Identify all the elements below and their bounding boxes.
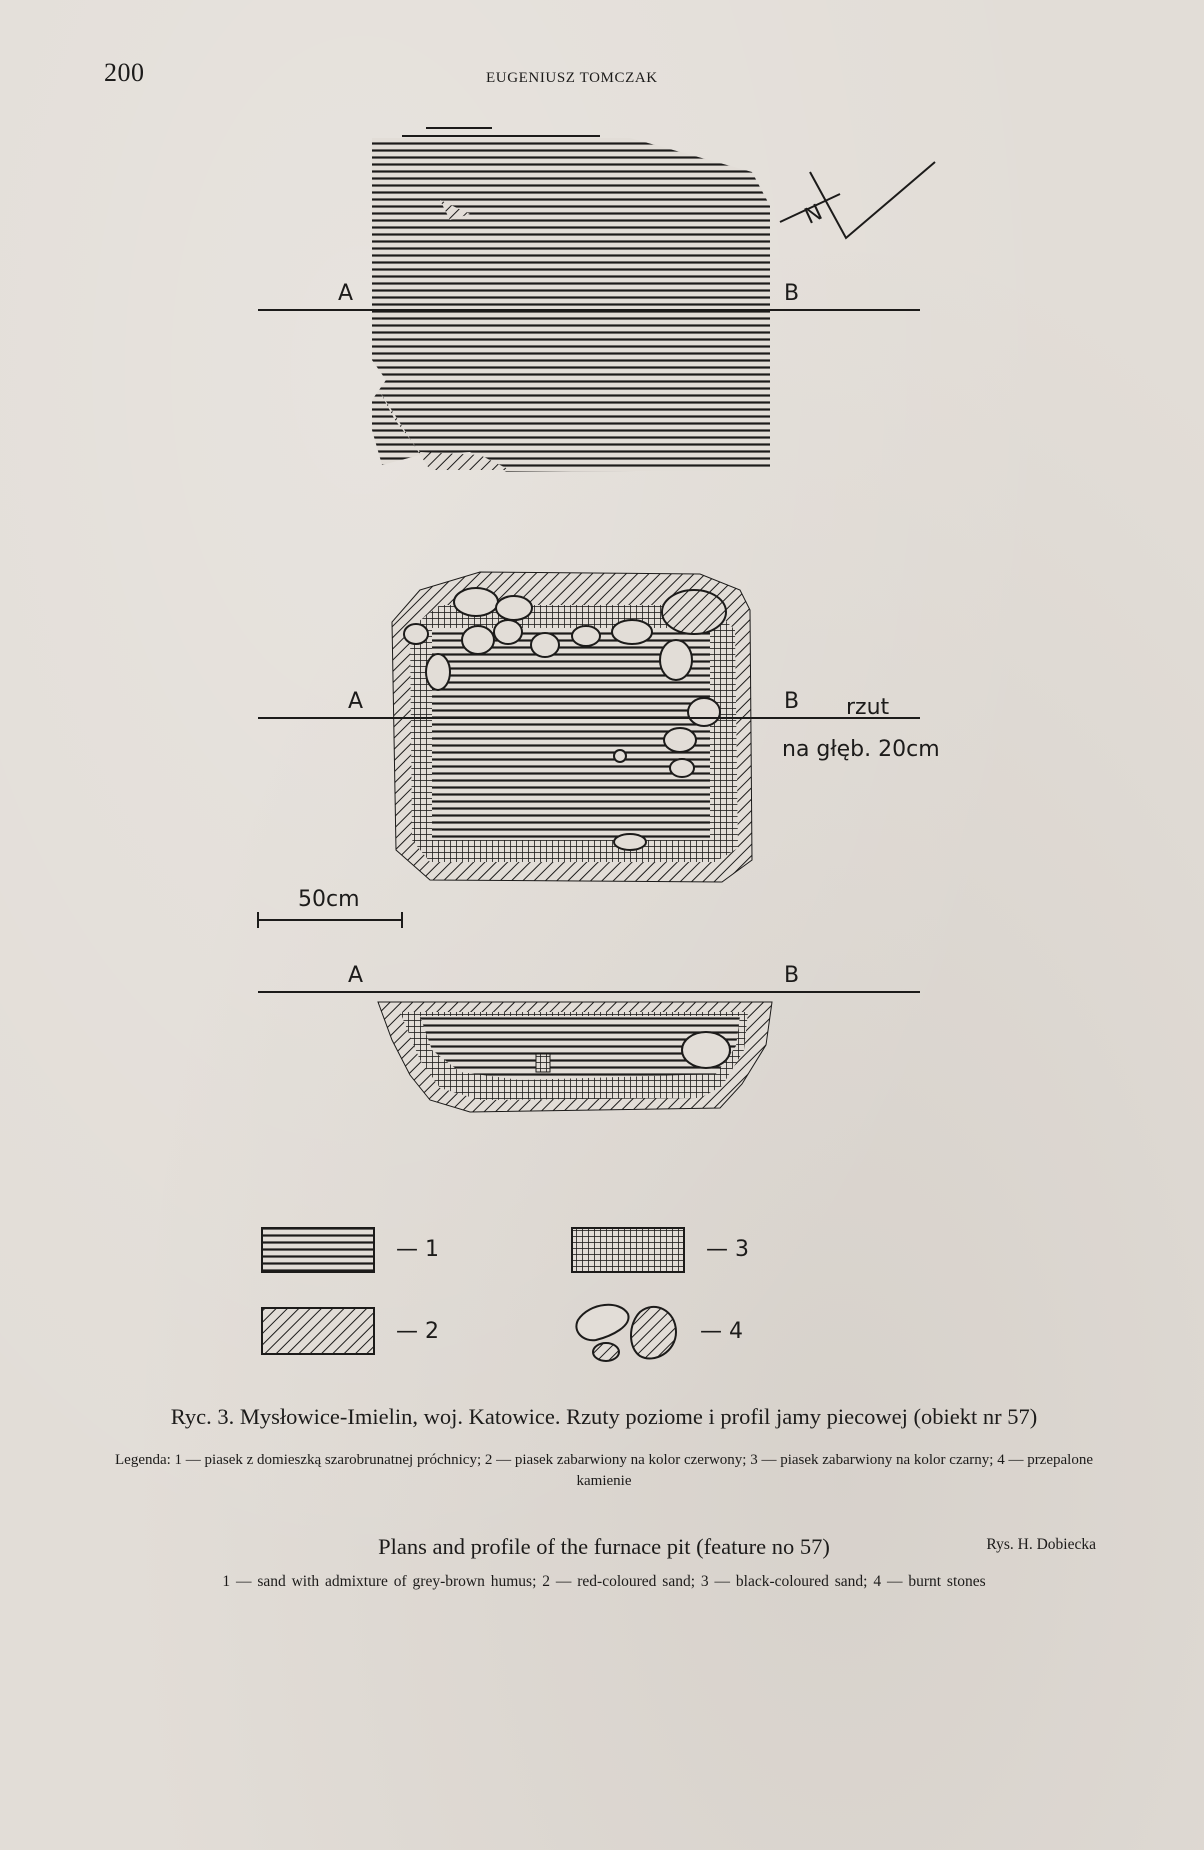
section-b-profile: B xyxy=(784,963,800,988)
scale-bar xyxy=(258,887,402,928)
profile-section xyxy=(258,963,920,1112)
section-b-middle: B xyxy=(784,689,800,714)
legend-key-3: — 3 xyxy=(706,1237,749,1262)
plan-label-line2: na głęb. 20cm xyxy=(782,737,940,762)
upper-plan xyxy=(258,128,920,472)
section-b-upper: B xyxy=(784,281,800,306)
north-sign: N xyxy=(801,200,827,230)
page-number: 200 xyxy=(104,58,145,87)
running-head: EUGENIUSZ TOMCZAK xyxy=(486,70,658,86)
section-a-profile: A xyxy=(348,963,364,988)
legend-key-1: — 1 xyxy=(396,1237,439,1262)
drawing-credit: Rys. H. Dobiecka xyxy=(986,1536,1096,1553)
legend-key-2: — 2 xyxy=(396,1319,439,1344)
section-a-middle: A xyxy=(348,689,364,714)
figure-caption-english: Plans and profile of the furnace pit (feature no 57) xyxy=(378,1534,830,1559)
plan-label-line1: rzut xyxy=(846,695,890,720)
section-a-upper: A xyxy=(338,281,354,306)
figure-legend-english: 1 — sand with admixture of grey-brown humus; 2 — red-coloured sand; 3 — black-coloured sand; 4 — burnt stones xyxy=(222,1573,986,1590)
middle-plan xyxy=(258,572,940,882)
legend-key-4: — 4 xyxy=(700,1319,743,1344)
burnt-stones-icon xyxy=(576,1305,676,1361)
figure-caption-polish: Ryc. 3. Mysłowice-Imielin, woj. Katowice. Rzuty poziome i profil jamy piecowej (obiekt nr 57) xyxy=(170,1404,1038,1429)
figure-legend-polish: Legenda: 1 — piasek z domieszką szarobrunatnej próchnicy; 2 — piasek zabarwiony na kolor czerwony; 3 — piasek zabarwiony na kolor czarny; 4 — przepalone kamienie xyxy=(115,1452,1093,1489)
figure-legend xyxy=(262,1228,749,1361)
scale-label: 50cm xyxy=(298,887,360,912)
north-arrow-icon xyxy=(780,162,935,238)
